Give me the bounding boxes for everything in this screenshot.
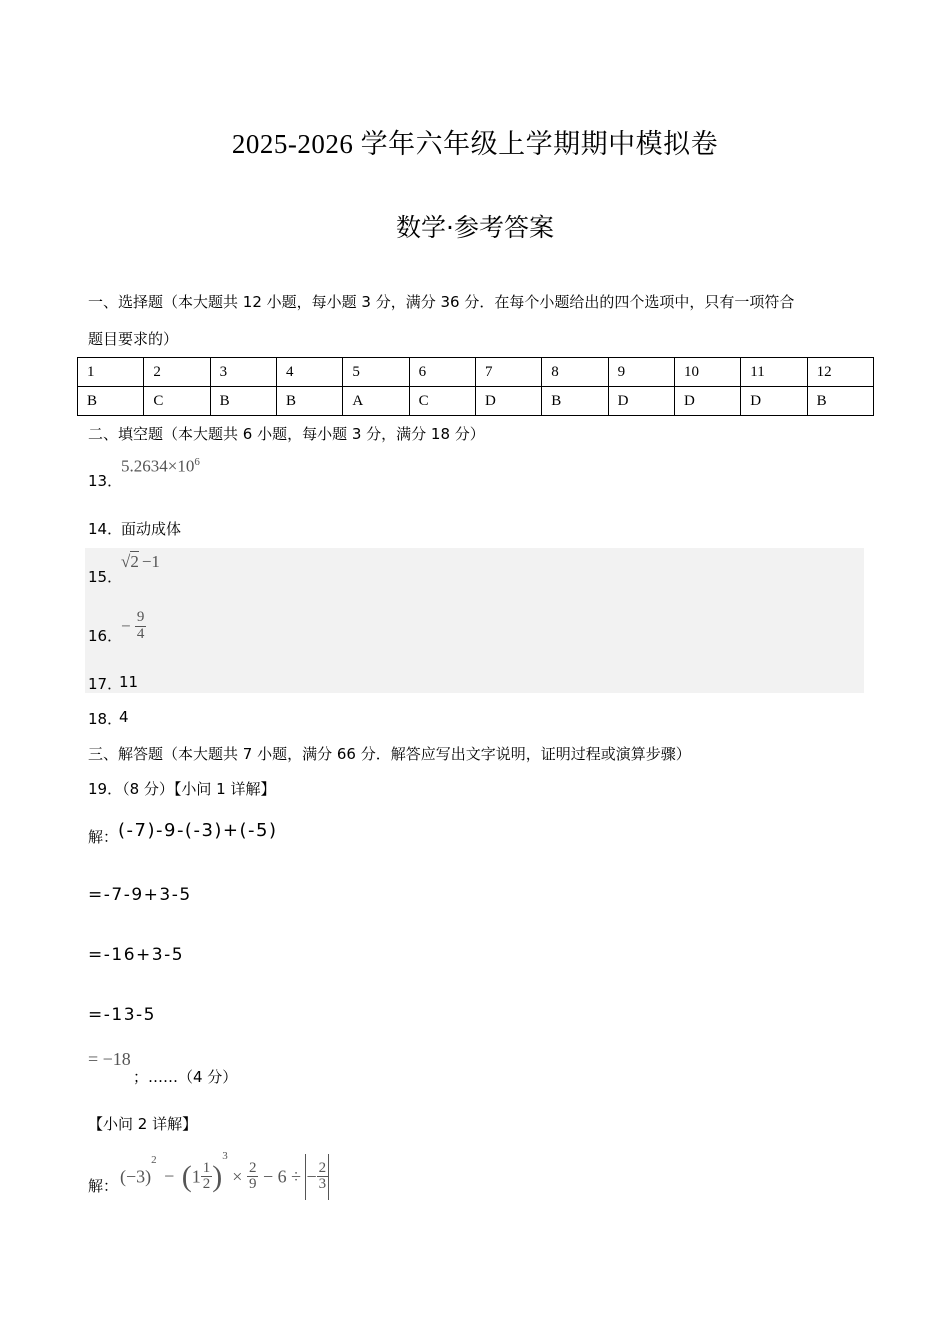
table-cell: A — [343, 387, 409, 416]
table-cell: 11 — [741, 358, 807, 387]
expr2-fraction-3-denominator: 3 — [318, 1176, 327, 1193]
q16-numerator: 9 — [136, 609, 145, 625]
left-paren-icon: ( — [181, 1159, 192, 1193]
answer-table — [77, 357, 874, 416]
step-0: (-7)-9-(-3)+(-5) — [118, 820, 278, 841]
q15-radical-sign: √ — [121, 552, 131, 571]
page-title: 2025-2026 学年六年级上学期期中模拟卷 — [231, 129, 719, 159]
q13-label: 13． — [88, 472, 123, 490]
section3-heading: 三、解答题（本大题共 7 小题，满分 66 分．解答应写出文字说明，证明过程或演算步骤） — [88, 745, 691, 763]
right-paren-icon: ) — [212, 1159, 223, 1193]
q16-answer — [121, 610, 146, 643]
page-subtitle: 数学·参考答案 — [396, 213, 554, 242]
table-cell: 10 — [674, 358, 740, 387]
q16-fraction — [135, 610, 147, 643]
q15-answer — [121, 552, 160, 572]
q13-exponent: 6 — [194, 456, 200, 468]
table-cell: D — [741, 387, 807, 416]
table-cell: B — [807, 387, 873, 416]
step-4-math: = −18 — [88, 1049, 131, 1069]
expr2-fraction-3-numerator: 2 — [318, 1159, 327, 1176]
table-cell: D — [475, 387, 541, 416]
expr2-fraction-3 — [317, 1161, 329, 1194]
table-cell: C — [144, 387, 210, 416]
table-cell: 4 — [276, 358, 342, 387]
step-4-tail: ；……（4 分） — [133, 1068, 238, 1086]
expr2-fraction-denominator: 2 — [202, 1176, 211, 1193]
expr2-term-a: (−3) — [120, 1166, 152, 1187]
step-2: =-16+3-5 — [88, 945, 185, 965]
table-cell: 3 — [210, 358, 276, 387]
expr2-term-a-exponent: 2 — [151, 1154, 157, 1166]
table-cell: 8 — [542, 358, 608, 387]
table-cell: 2 — [144, 358, 210, 387]
q14-label: 14． — [88, 520, 123, 538]
section1-heading-line2: 题目要求的） — [88, 330, 179, 348]
section2-heading: 二、填空题（本大题共 6 小题，每小题 3 分，满分 18 分） — [88, 425, 485, 443]
q16-denominator: 4 — [136, 625, 145, 642]
solution-label: 解： — [88, 828, 119, 846]
q18-label: 18． — [88, 710, 123, 728]
q15-radicand: 2 — [130, 552, 139, 571]
expr2-mid: − 6 ÷ — [262, 1166, 301, 1187]
q16-label: 16． — [88, 627, 123, 645]
q13-answer — [121, 456, 200, 477]
abs-bar-right-icon — [328, 1154, 329, 1200]
q17-answer: 11 — [119, 673, 139, 691]
expr2-fraction-numerator: 1 — [202, 1159, 211, 1176]
q15-label: 15． — [88, 568, 123, 586]
table-cell: 1 — [78, 358, 144, 387]
q17-label: 17． — [88, 675, 123, 693]
table-cell: B — [542, 387, 608, 416]
expr2-mixed-fraction — [201, 1161, 213, 1194]
table-cell: 7 — [475, 358, 541, 387]
expr2-whole: 1 — [191, 1166, 201, 1187]
q14-answer: 面动成体 — [121, 520, 182, 538]
table-cell: 6 — [409, 358, 475, 387]
table-cell: B — [210, 387, 276, 416]
table-cell: B — [78, 387, 144, 416]
table-cell: D — [608, 387, 674, 416]
table-cell: 9 — [608, 358, 674, 387]
highlight-band — [85, 548, 864, 693]
expr2-times: × — [232, 1166, 243, 1187]
q19-heading: 19．（8 分）【小问 1 详解】 — [88, 780, 276, 798]
expr2-fraction-2-denominator: 9 — [248, 1176, 257, 1193]
expr2-fraction-2-numerator: 2 — [248, 1159, 257, 1176]
solution-2-label: 解： — [88, 1177, 119, 1195]
step-3: =-13-5 — [88, 1005, 156, 1025]
table-cell: 5 — [343, 358, 409, 387]
step-1: =-7-9+3-5 — [88, 885, 192, 905]
expr2-cube-exponent: 3 — [222, 1150, 228, 1162]
expr2-minus: − — [164, 1166, 175, 1187]
expression-2 — [120, 1150, 329, 1200]
section1-heading-line1: 一、选择题（本大题共 12 小题，每小题 3 分，满分 36 分．在每个小题给出的四个选项中，只有一项符合 — [88, 293, 795, 311]
q16-sign: − — [121, 616, 131, 636]
table-row-numbers — [78, 358, 874, 387]
subquestion-2-heading: 【小问 2 详解】 — [88, 1115, 198, 1133]
table-row-answers — [78, 387, 874, 416]
expr2-fraction-2 — [247, 1161, 259, 1194]
expr2-negative: − — [306, 1166, 317, 1187]
table-cell: B — [276, 387, 342, 416]
q18-answer: 4 — [119, 708, 129, 726]
q13-base: 5.2634×10 — [121, 456, 195, 476]
q15-rest: −1 — [141, 552, 160, 571]
table-cell: C — [409, 387, 475, 416]
table-cell: D — [674, 387, 740, 416]
table-cell: 12 — [807, 358, 873, 387]
